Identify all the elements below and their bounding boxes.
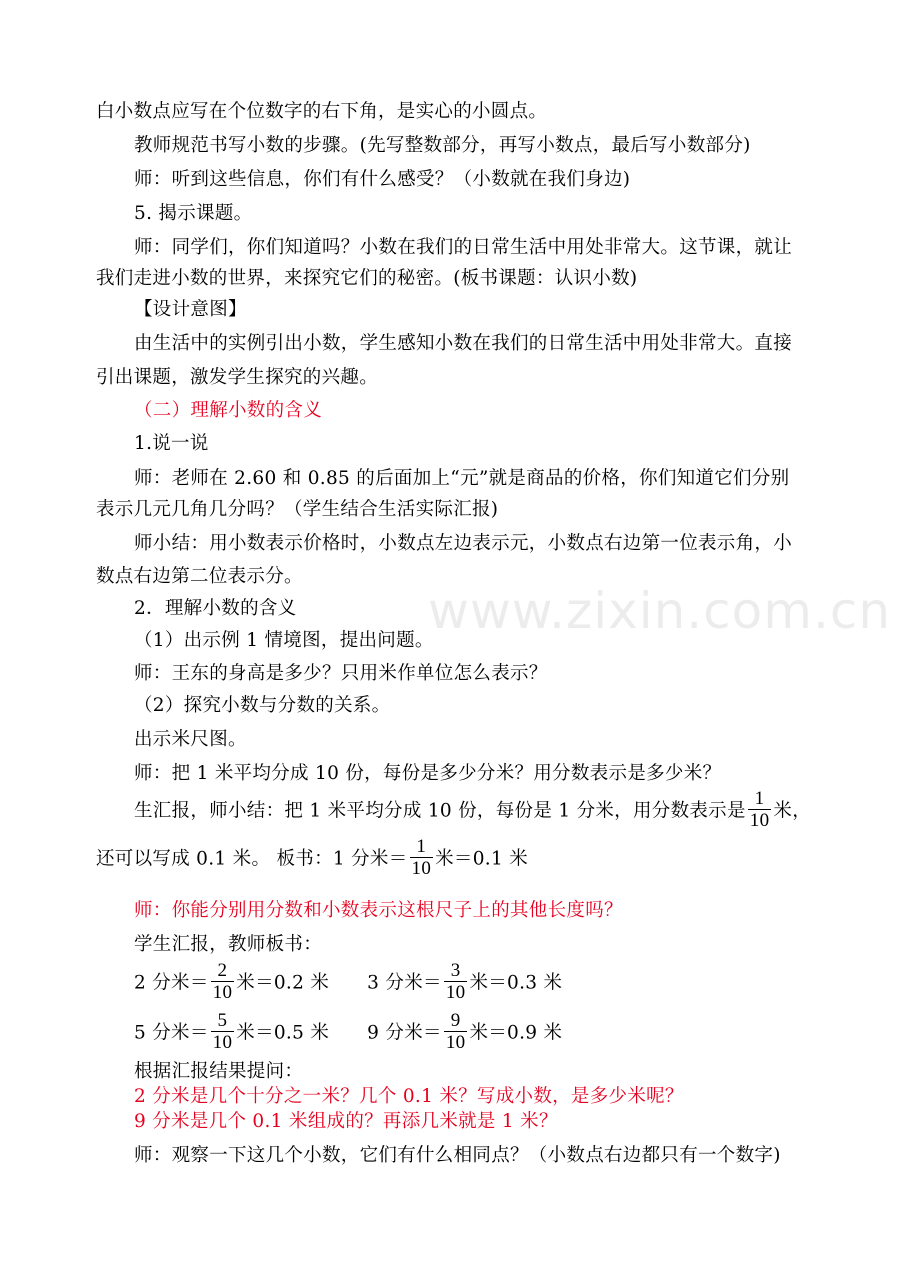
paragraph-line: 师：把 1 米平均分成 10 份，每份是多少分米？用分数表示是多少米？ [134,763,722,784]
paragraph-line: 根据汇报结果提问： [134,1061,304,1082]
equation-row: 2 分米＝ $\frac{2}{10}$ 米＝0.2 米 3 分米＝ $\frac{3}{10}$ 米＝0.3 米 [134,960,563,1003]
paragraph-line: 师：老师在 2.60 和 0.85 的后面加上“元”就是商品的价格，你们知道它们分别 [134,468,790,489]
paragraph-line-with-fraction: 生汇报，师小结：把 1 米平均分成 10 份，每份是 1 分米，用分数表示是 $\frac{1}{10}$ 米， [134,788,811,831]
fraction: $\frac{9}{10}$ [445,1010,466,1053]
paragraph-line: 出示米尺图。 [134,729,247,750]
section-heading: 5. 揭示课题。 [134,203,253,224]
design-intent-heading: 【设计意图】 [134,299,247,320]
paragraph-line: （2）探究小数与分数的关系。 [134,695,391,716]
paragraph-line: 学生汇报，教师板书： [134,934,323,955]
section-heading-red: （二）理解小数的含义 [134,400,323,421]
subsection-heading: 2．理解小数的含义 [134,598,297,619]
fraction: $\frac{1}{10}$ [749,788,770,831]
paragraph-line: 引出课题，激发学生探究的兴趣。 [96,367,379,388]
question-red: 9 分米是几个 0.1 米组成的？再添几米就是 1 米？ [134,1111,558,1132]
paragraph-line: 教师规范书写小数的步骤。(先写整数部分，再写小数点，最后写小数部分) [134,135,751,156]
question-red: 2 分米是几个十分之一米？几个 0.1 米？写成小数，是多少米呢？ [134,1086,684,1107]
paragraph-line: 我们走进小数的世界，来探究它们的秘密。(板书课题：认识小数) [96,268,638,289]
equation-row: 5 分米＝ $\frac{5}{10}$ 米＝0.5 米 9 分米＝ $\frac{9}{10}$ 米＝0.9 米 [134,1010,563,1053]
paragraph-line: 数点右边第二位表示分。 [96,566,303,587]
paragraph-line: 师：同学们，你们知道吗？小数在我们的日常生活中用处非常大。这节课，就让 [134,237,793,258]
paragraph-line: 由生活中的实例引出小数，学生感知小数在我们的日常生活中用处非常大。直接 [134,333,793,354]
paragraph-line: （1）出示例 1 情境图，提出问题。 [134,630,434,651]
paragraph-line-with-fraction: 还可以写成 0.1 米。 板书：1 分米＝ $\frac{1}{10}$ 米＝0.1 米 [96,836,529,879]
fraction: $\frac{3}{10}$ [445,960,466,1003]
fraction: $\frac{5}{10}$ [212,1010,233,1053]
fraction: $\frac{1}{10}$ [411,836,432,879]
paragraph-line: 师：听到这些信息，你们有什么感受？（小数就在我们身边) [134,169,631,190]
paragraph-line: 师：王东的身高是多少？只用米作单位怎么表示？ [134,663,548,684]
paragraph-line: 白小数点应写在个位数字的右下角，是实心的小圆点。 [96,101,548,122]
question-red: 师：你能分别用分数和小数表示这根尺子上的其他长度吗？ [134,900,623,921]
paragraph-line: 表示几元几角几分吗？（学生结合生活实际汇报) [96,499,499,520]
paragraph-line: 师小结：用小数表示价格时，小数点左边表示元，小数点右边第一位表示角，小 [134,533,793,554]
paragraph-line: 师：观察一下这几个小数，它们有什么相同点？（小数点右边都只有一个数字) [134,1145,781,1166]
watermark: www.zixin.com.cn [428,582,892,640]
fraction: $\frac{2}{10}$ [212,960,233,1003]
subsection-heading: 1.说一说 [134,433,209,454]
